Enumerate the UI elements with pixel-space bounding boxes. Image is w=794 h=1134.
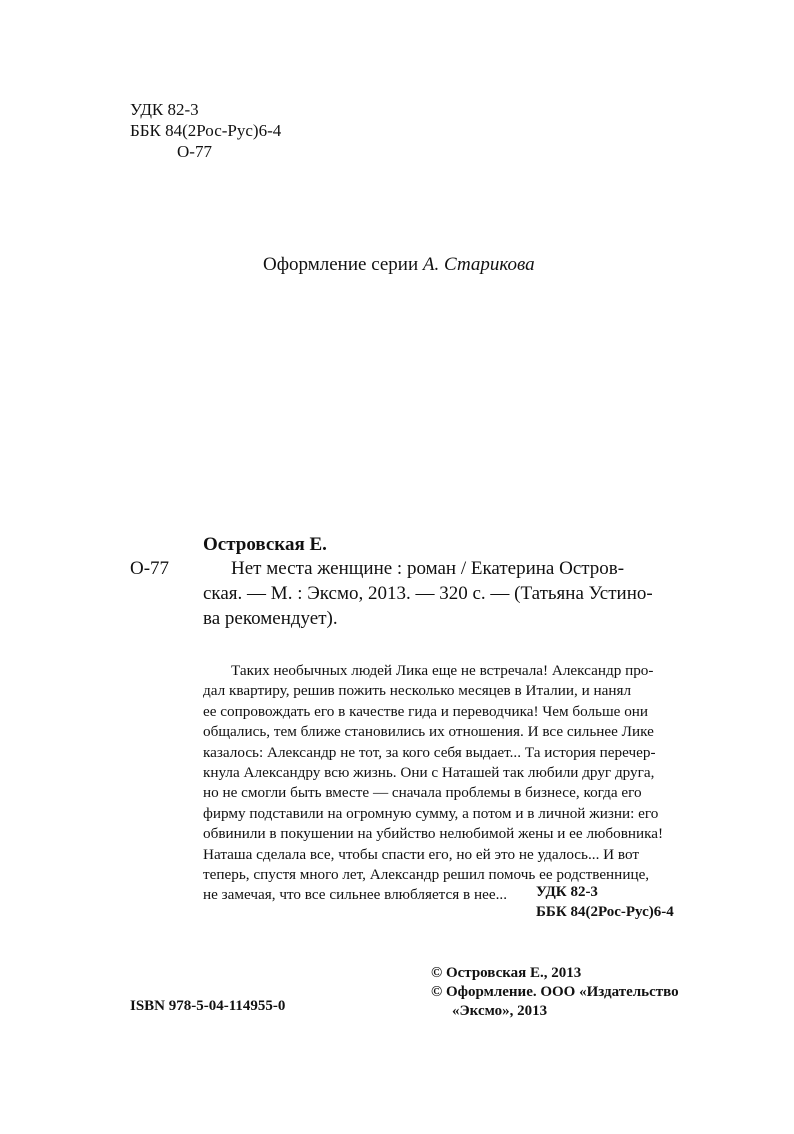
bbk-code: ББК 84(2Рос-Рус)6-4 [130,121,282,140]
annotation-line: общались, тем ближе становились их отношения. И все сильнее Лике [203,723,654,741]
annotation-text [203,661,677,906]
annotation-line: казалось: Александр не тот, за кого себя выдает... Та история перечер- [203,743,656,761]
annotation-line: обвинили в покушении на убийство нелюбимой жены и ее любовника! [203,825,664,843]
annotation-line: дал квартиру, решив пожить несколько месяцев в Италии, и нанял [203,682,632,700]
catalog-line: ская. — М. : Эксмо, 2013. — 320 с. — (Татьяна Устино- [203,583,653,604]
annotation-line: но не смогли быть вместе — сначала проблемы в бизнесе, когда его [203,784,642,802]
catalog-author-sign: О-77 [130,558,170,579]
copyright-design: © Оформление. ООО «Издательство [431,984,679,1000]
annotation-line: Таких необычных людей Лика еще не встречала! Александр про- [231,662,654,679]
udk-code: УДК 82-3 [130,100,199,119]
copyright-author: © Островская Е., 2013 [431,965,582,981]
series-designer-name: А. Старикова [422,254,535,275]
annotation-line: теперь, спустя много лет, Александр решил помочь ее родственнице, [203,866,650,884]
author-sign: О-77 [177,142,212,161]
catalog-line: ва рекомендует). [203,608,338,629]
series-design-credit [263,254,535,276]
annotation-line: Наташа сделала все, чтобы спасти его, но ей это не удалось... И вот [203,845,640,863]
annotation-udk: УДК 82-3 [536,884,598,900]
annotation-line: ее сопровождать его в качестве гида и переводчика! Чем больше они [203,702,649,720]
annotation-line: кнула Александру всю жизнь. Они с Наташей так любили друг друга, [203,764,655,782]
series-design-label: Оформление серии [263,254,419,275]
isbn: ISBN 978-5-04-114955-0 [130,998,286,1014]
annotation-line: не замечая, что все сильнее влюбляется в нее... [203,886,507,904]
annotation-line: фирму подставили на огромную сумму, а потом и в личной жизни: его [203,804,659,822]
catalog-line: Нет места женщине : роман / Екатерина Остров- [231,558,625,579]
catalog-description [203,556,677,631]
catalog-author: Островская Е. [203,534,327,555]
annotation-bbk: ББК 84(2Рос-Рус)6-4 [536,904,674,920]
copyright-publisher: «Эксмо», 2013 [452,1003,548,1019]
